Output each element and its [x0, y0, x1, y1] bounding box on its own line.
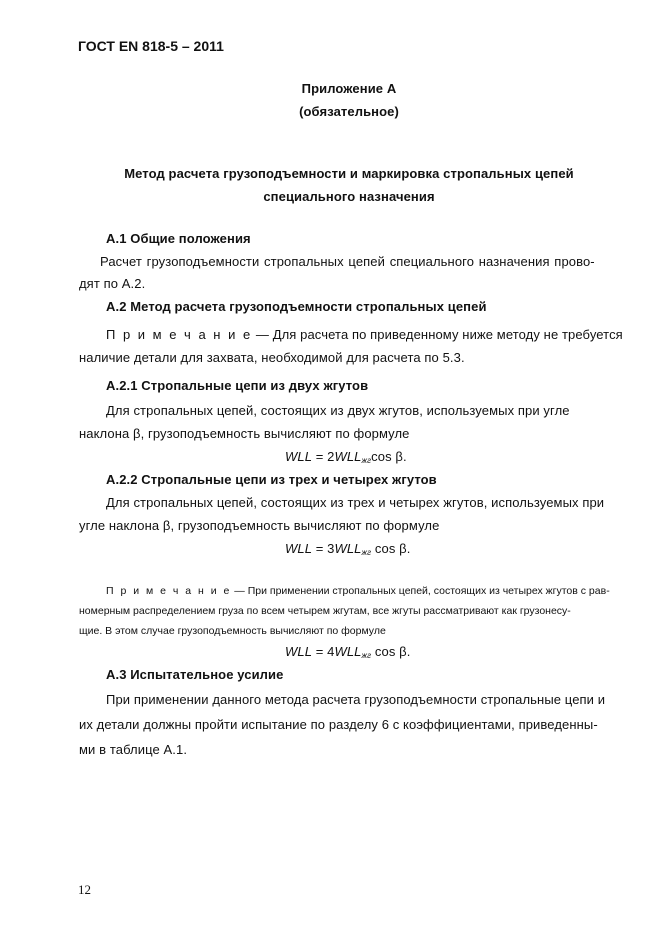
section-a3-heading: А.3 Испытательное усилие: [106, 667, 284, 682]
section-a22-text-line1: Для стропальных цепей, состоящих из трех и четырех жгутов, используемых при: [106, 495, 605, 510]
section-a3-text-line2: их детали должны пройти испытание по разделу 6 с коэффициентами, приведенны-: [79, 717, 598, 732]
standard-header: ГОСТ EN 818-5 – 2011: [78, 38, 224, 54]
section-a21-text-line2: наклона β, грузоподъемность вычисляют по формуле: [79, 426, 410, 441]
section-a22-note-line1: [106, 585, 610, 597]
page-number: 12: [78, 882, 91, 897]
section-a3-text-line1: При применении данного метода расчета грузоподъемности стропальные цепи и: [106, 692, 606, 707]
section-a22-note-line3: щие. В этом случае грузоподъемность вычисляют по формуле: [79, 625, 386, 637]
annex-status: (обязательное): [299, 104, 399, 119]
section-a22-text-line2: угле наклона β, грузоподъемность вычисляют по формуле: [79, 518, 440, 533]
note-label: П р и м е ч а н и е: [106, 585, 232, 597]
formula-two-leg: WLL = $2WLL_{жг}\cos$ β.: [285, 449, 407, 465]
section-a3-text-line3: ми в таблице А.1.: [79, 742, 188, 757]
formula-four-leg: WLL = $4WLL_{жг}$ cos β.: [285, 644, 411, 660]
section-a21-heading: А.2.1 Стропальные цепи из двух жгутов: [106, 378, 369, 393]
document-title-line2: специального назначения: [263, 189, 435, 204]
section-a2-note-line2: наличие детали для захвата, необходимой для расчета по 5.3.: [79, 350, 465, 365]
section-a1-text-line1: Расчет грузоподъемности стропальных цепей специального назначения прово-: [100, 254, 595, 269]
section-a1-heading: А.1 Общие положения: [106, 231, 251, 246]
section-a22-heading: А.2.2 Стропальные цепи из трех и четырех жгутов: [106, 472, 437, 487]
section-a1-text-line2: дят по А.2.: [79, 276, 146, 291]
note-text: — Для расчета по приведенному ниже методу не требуется: [252, 327, 623, 342]
section-a21-text-line1: Для стропальных цепей, состоящих из двух жгутов, используемых при угле: [106, 403, 570, 418]
section-a2-heading: А.2 Метод расчета грузоподъемности стропальных цепей: [106, 299, 487, 314]
formula-three-four-leg: WLL = $3WLL_{жг}$ cos β.: [285, 541, 411, 557]
note-label: П р и м е ч а н и е: [106, 327, 253, 342]
annex-title: Приложение А: [301, 81, 397, 96]
note-text: — При применении стропальных цепей, состоящих из четырех жгутов с рав-: [231, 585, 610, 597]
document-title-line1: Метод расчета грузоподъемности и маркировка стропальных цепей: [124, 166, 574, 181]
section-a2-note-line1: [106, 327, 623, 342]
section-a22-note-line2: номерным распределением груза по всем четырем жгутам, все жгуты рассматривают как грузонесу-: [79, 605, 571, 617]
